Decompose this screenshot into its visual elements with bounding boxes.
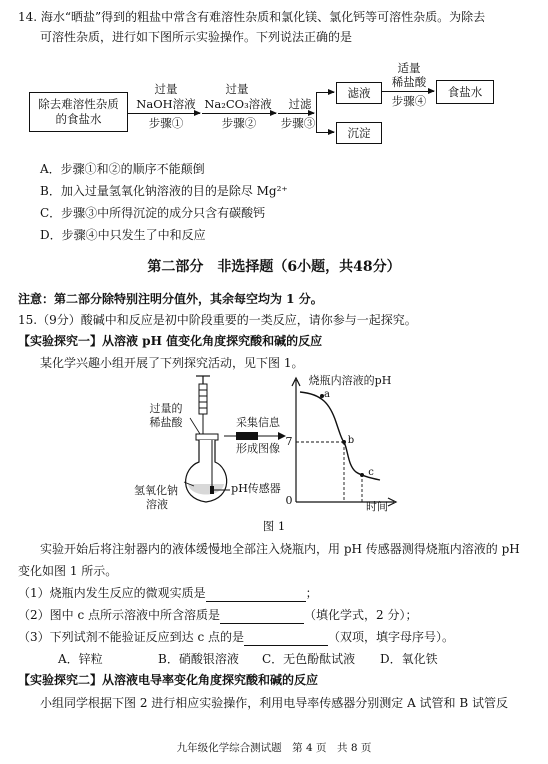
- q15-sub2: （2）图中 c 点所示溶液中所含溶质是 （填化学式，2 分）；: [18, 608, 418, 622]
- branch-line: [316, 92, 317, 133]
- sensor-label: pH传感器: [231, 482, 281, 495]
- choice-b: B．硝酸银溶液: [158, 652, 239, 666]
- step2-top2: Na₂CO₃溶液: [204, 97, 272, 111]
- flask-label-1: 氢氧化钠: [134, 484, 178, 497]
- sub2-answer-blank[interactable]: [220, 611, 304, 624]
- step2-bottom: 步骤②: [221, 116, 257, 130]
- y-axis-label: 烧瓶内溶液的pH: [308, 374, 392, 387]
- choice-a: A．锌粒: [58, 652, 103, 666]
- start-box: 除去难溶性杂质的食盐水: [29, 92, 128, 132]
- point-c-label: c: [368, 467, 374, 478]
- explore2-text: 小组同学根据下图 2 进行相应实验操作，利用电导率传感器分别测定 A 试管和 B 试管反: [40, 696, 509, 710]
- choice-d: D．氧化铁: [380, 652, 438, 666]
- q14-option-d: D．步骤④中只发生了中和反应: [40, 228, 206, 242]
- point-a-label: a: [324, 389, 330, 400]
- y-tick-7: 7: [285, 435, 293, 448]
- syringe-label-2: 稀盐酸: [149, 416, 183, 429]
- origin-label: 0: [285, 494, 293, 507]
- figure-1-caption: 图 1: [262, 519, 286, 533]
- x-axis-label: 时间: [366, 500, 388, 513]
- q14-option-c: C．步骤③中所得沉淀的成分只含有碳酸钙: [40, 206, 266, 220]
- q15-para1-line2: 变化如图 1 所示。: [18, 564, 118, 578]
- q15-para1-line1: 实验开始后将注射器内的液体缓慢地全部注入烧瓶内，用 pH 传感器测得烧瓶内溶液的 pH: [40, 542, 520, 556]
- data-logger-icon: [224, 432, 286, 440]
- step3-arrow: [278, 113, 314, 114]
- explore1-title: 【实验探究一】从溶液 pH 值变化角度探究酸和碱的反应: [18, 334, 323, 348]
- filtrate-box: 滤液: [336, 82, 382, 104]
- explore2-title: 【实验探究二】从溶液电导率变化角度探究酸和碱的反应: [18, 673, 319, 687]
- step4-arrow: [382, 91, 434, 92]
- part2-note: 注意：第二部分除特别注明分值外，其余每空均为 1 分。: [18, 292, 323, 306]
- step2-arrow: [202, 113, 276, 114]
- branch-arrow-bottom: [316, 132, 334, 133]
- q15-sub1: （1）烧瓶内发生反应的微观实质是 ；: [18, 586, 318, 600]
- syringe-label-1: 过量的: [149, 402, 183, 415]
- figure-1: [126, 374, 406, 514]
- step3-top: 过滤: [288, 97, 312, 111]
- step3-bottom: 步骤③: [280, 116, 316, 130]
- part2-title: 第二部分 非选择题（6小题，共48分）: [147, 259, 401, 275]
- q14-option-a: A．步骤①和②的顺序不能颠倒: [40, 162, 205, 176]
- form-label: 形成图像: [236, 442, 280, 455]
- step4-top2: 稀盐酸: [391, 75, 427, 89]
- collect-label: 采集信息: [236, 416, 280, 429]
- flask-icon: [186, 434, 227, 502]
- q14-stem-line1: 14. 海水“晒盐”得到的粗盐中常含有难溶性杂质和氯化镁、氯化钙等可溶性杂质。为除去: [18, 10, 486, 24]
- q14-option-b: B．加入过量氢氧化钠溶液的目的是除尽 Mg²⁺: [40, 184, 288, 198]
- step2-top1: 过量: [225, 82, 249, 96]
- q15-sub3: （3）下列试剂不能验证反应到达 c 点的是 （双项，填字母序号）。: [18, 630, 455, 644]
- q15-stem: 15.（9分）酸碱中和反应是初中阶段重要的一类反应，请你参与一起探究。: [18, 313, 417, 327]
- step1-top1: 过量: [154, 82, 178, 96]
- sub3-answer-blank[interactable]: [244, 633, 328, 646]
- sub1-answer-blank[interactable]: [206, 589, 306, 602]
- page-footer: 九年级化学综合测试题 第 4 页 共 8 页: [176, 742, 372, 754]
- step4-top1: 适量: [397, 61, 421, 75]
- ph-graph: [292, 378, 396, 506]
- step1-arrow: [128, 113, 200, 114]
- end-box: 食盐水: [436, 80, 494, 104]
- step1-top2: NaOH溶液: [136, 97, 196, 111]
- precipitate-box: 沉淀: [336, 122, 382, 144]
- point-b-label: b: [347, 435, 355, 446]
- choice-c: C．无色酚酞试液: [262, 652, 356, 666]
- flask-label-2: 溶液: [146, 498, 168, 511]
- explore1-intro: 某化学兴趣小组开展了下列探究活动，见下图 1。: [40, 356, 304, 370]
- step1-bottom: 步骤①: [148, 116, 184, 130]
- step4-bottom: 步骤④: [391, 94, 427, 108]
- branch-arrow-top: [316, 92, 334, 93]
- q14-stem-line2: 可溶性杂质，进行如下图所示实验操作。下列说法正确的是: [40, 30, 353, 44]
